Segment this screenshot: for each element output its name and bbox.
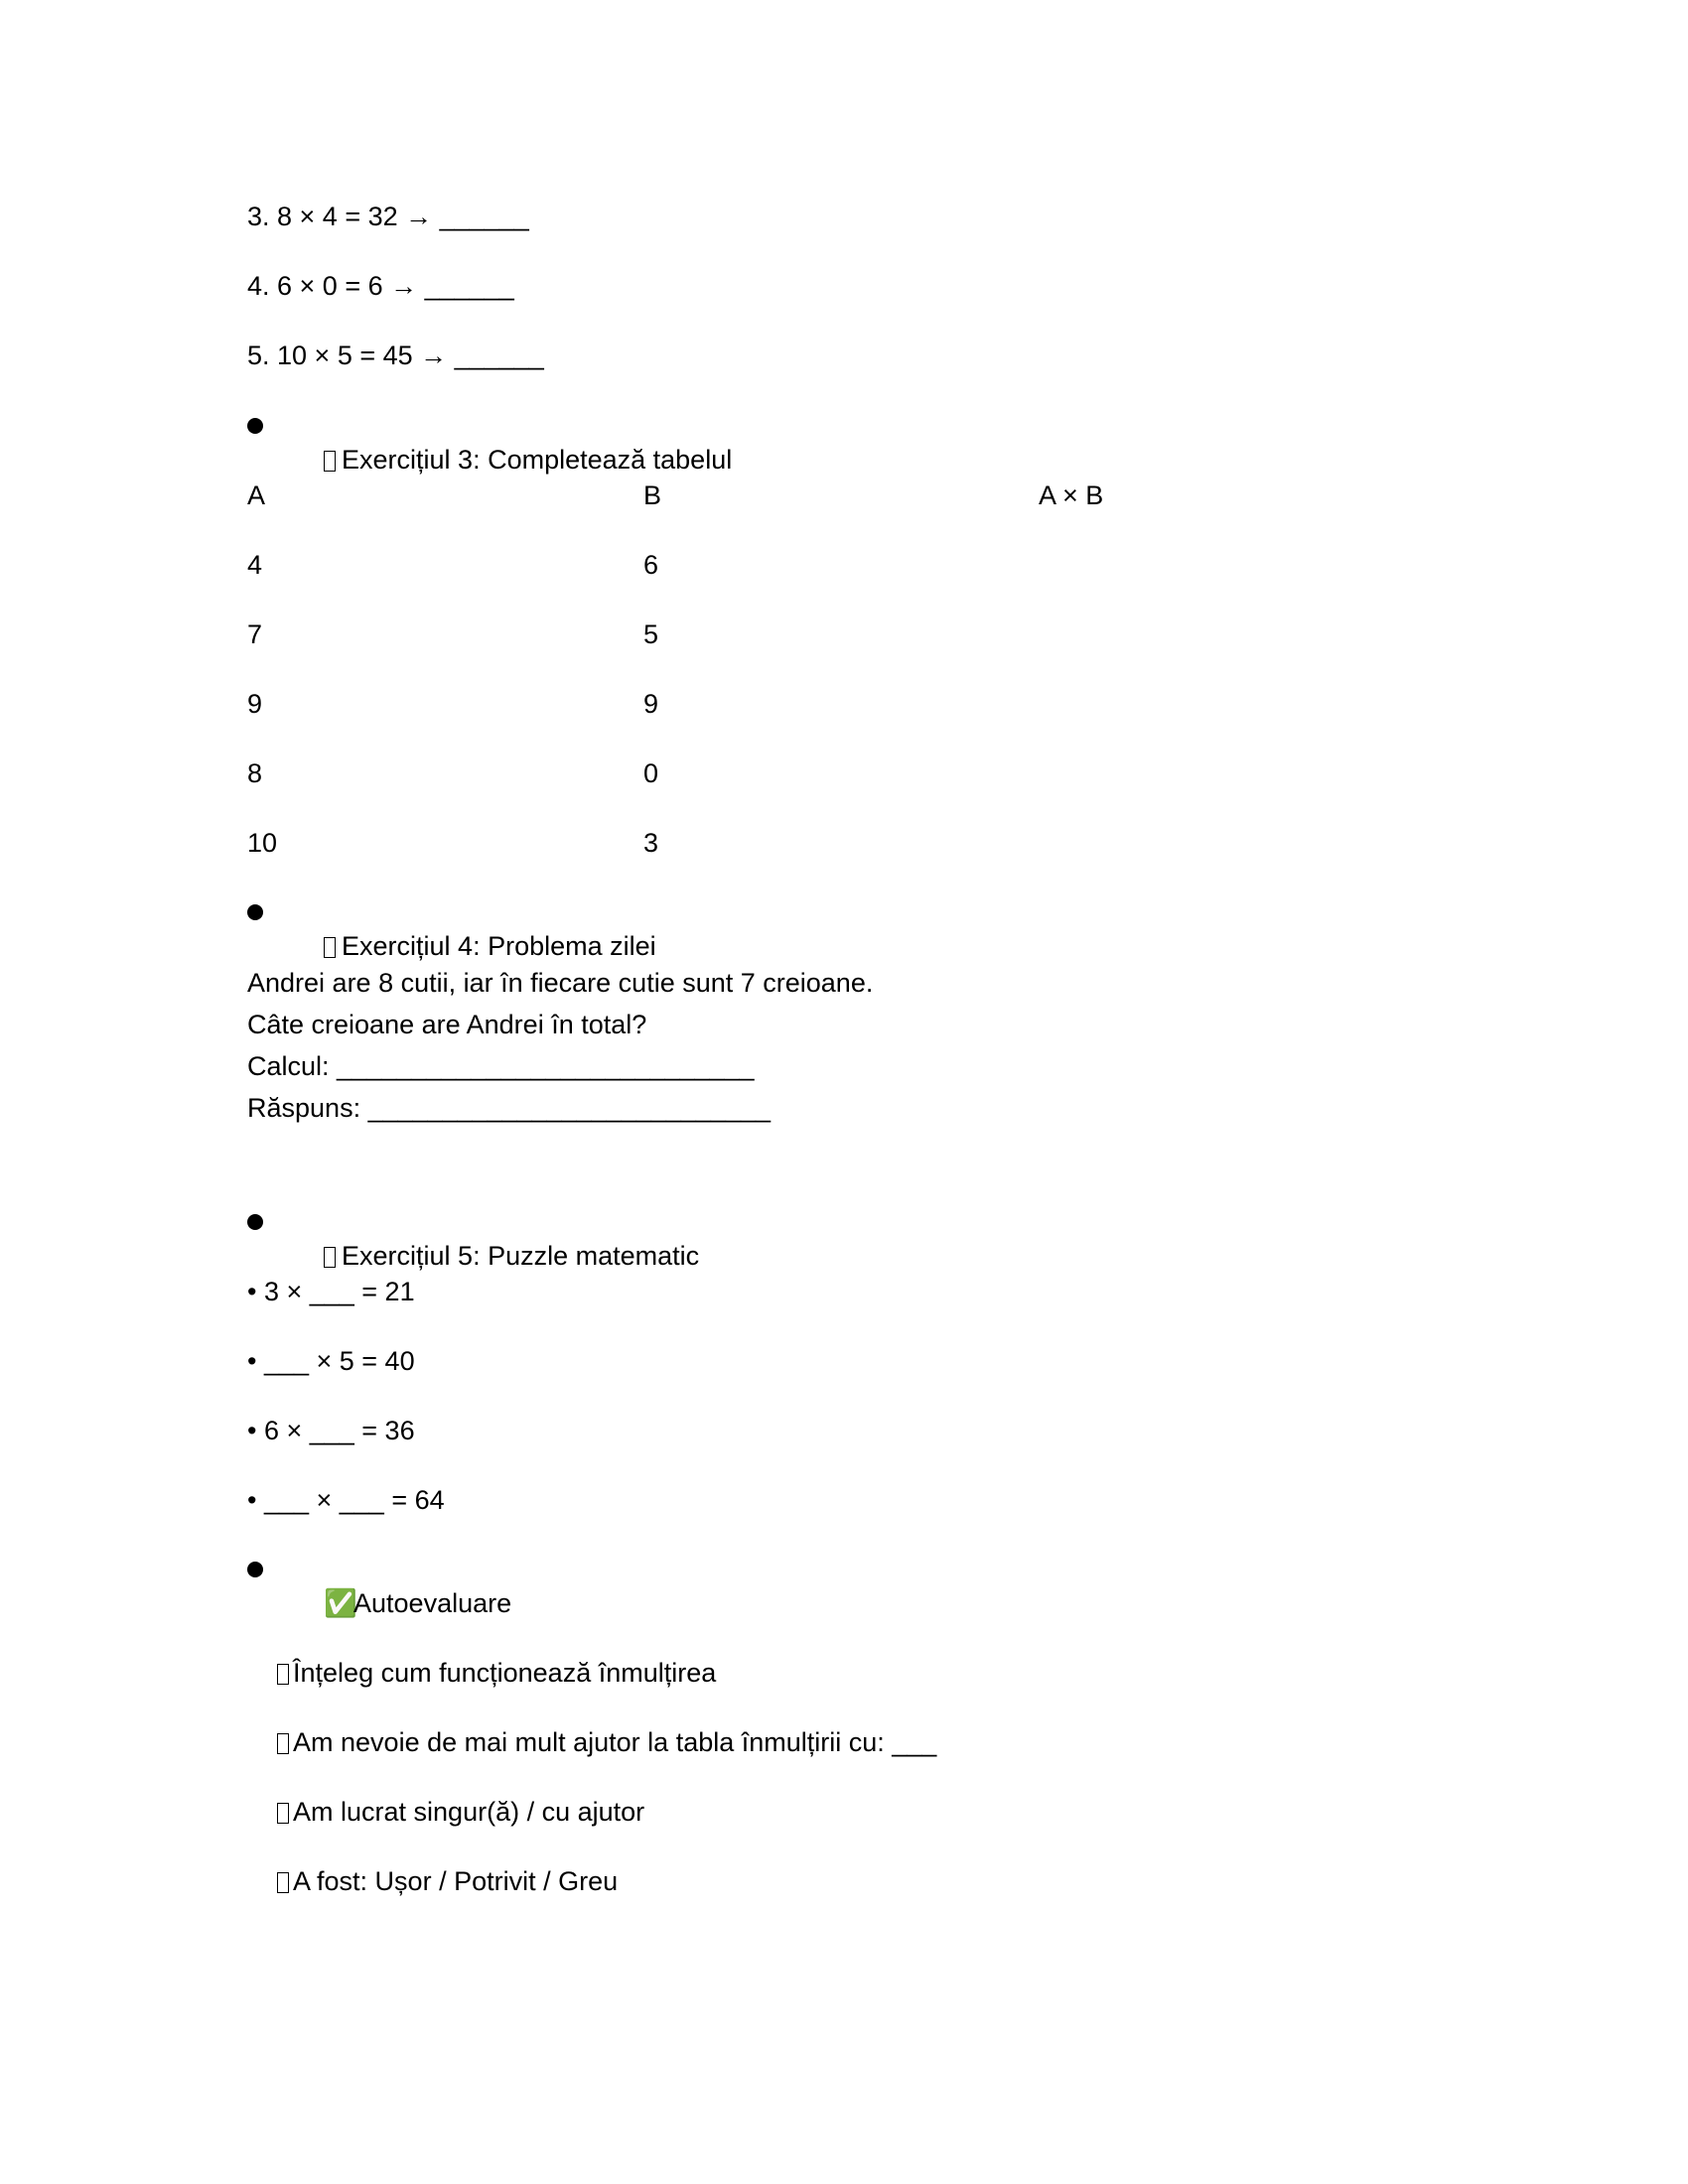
bullet-dot-icon bbox=[247, 1562, 263, 1577]
self-eval-title: Autoevaluare bbox=[353, 1588, 512, 1618]
puzzle-item: • ___ × 5 = 40 bbox=[247, 1346, 415, 1376]
exercise3-heading bbox=[294, 409, 732, 510]
exercise2-item-5: 5. 10 × 5 = 45 → ______ bbox=[247, 341, 544, 370]
puzzle-item: • 6 × ___ = 36 bbox=[247, 1416, 415, 1445]
table-cell-b: 3 bbox=[643, 828, 659, 858]
box-glyph-icon bbox=[277, 1664, 289, 1685]
exercise5-title: Exercițiul 5: Puzzle matematic bbox=[342, 1241, 700, 1271]
bullet-dot-icon bbox=[247, 1214, 263, 1230]
table-header-product: A × B bbox=[1039, 480, 1104, 510]
self-eval-item bbox=[247, 1831, 618, 1932]
table-cell-b: 0 bbox=[643, 758, 659, 788]
exercise2-item-3: 3. 8 × 4 = 32 → ______ bbox=[247, 202, 529, 231]
answer-line: Răspuns: ___________________________ bbox=[247, 1093, 772, 1123]
box-glyph-icon bbox=[324, 1247, 336, 1268]
box-glyph-icon bbox=[277, 1803, 289, 1824]
self-eval-item-text: Am nevoie de mai mult ajutor la tabla înmulțirii cu: ___ bbox=[293, 1727, 937, 1757]
exercise3-title: Exercițiul 3: Completează tabelul bbox=[342, 445, 733, 475]
box-glyph-icon bbox=[277, 1733, 289, 1754]
self-eval-item-text: A fost: Ușor / Potrivit / Greu bbox=[293, 1866, 619, 1896]
puzzle-item: • 3 × ___ = 21 bbox=[247, 1277, 415, 1306]
problem-text-line: Andrei are 8 cutii, iar în fiecare cutie sunt 7 creioane. bbox=[247, 968, 874, 998]
table-header-b: B bbox=[643, 480, 662, 510]
exercise2-item-4: 4. 6 × 0 = 6 → ______ bbox=[247, 271, 514, 301]
table-cell-a: 7 bbox=[247, 619, 263, 649]
problem-question-line: Câte creioane are Andrei în total? bbox=[247, 1010, 647, 1039]
table-cell-b: 6 bbox=[643, 550, 659, 580]
box-glyph-icon bbox=[324, 451, 336, 472]
bullet-dot-icon bbox=[247, 904, 263, 920]
box-glyph-icon bbox=[324, 937, 336, 958]
puzzle-item: • ___ × ___ = 64 bbox=[247, 1485, 445, 1515]
box-glyph-icon bbox=[277, 1872, 289, 1893]
self-eval-item-text: Am lucrat singur(ă) / cu ajutor bbox=[293, 1797, 645, 1827]
table-cell-a: 4 bbox=[247, 550, 263, 580]
exercise4-title: Exercițiul 4: Problema zilei bbox=[342, 931, 656, 961]
table-header-a: A bbox=[247, 480, 266, 510]
check-mark-icon: ✅ bbox=[324, 1588, 357, 1618]
calculation-line: Calcul: ____________________________ bbox=[247, 1051, 755, 1081]
table-cell-b: 9 bbox=[643, 689, 659, 719]
table-cell-a: 10 bbox=[247, 828, 278, 858]
table-cell-a: 9 bbox=[247, 689, 263, 719]
table-cell-b: 5 bbox=[643, 619, 659, 649]
bullet-dot-icon bbox=[247, 418, 263, 434]
table-cell-a: 8 bbox=[247, 758, 263, 788]
self-eval-item-text: Înțeleg cum funcționează înmulțirea bbox=[293, 1658, 717, 1688]
